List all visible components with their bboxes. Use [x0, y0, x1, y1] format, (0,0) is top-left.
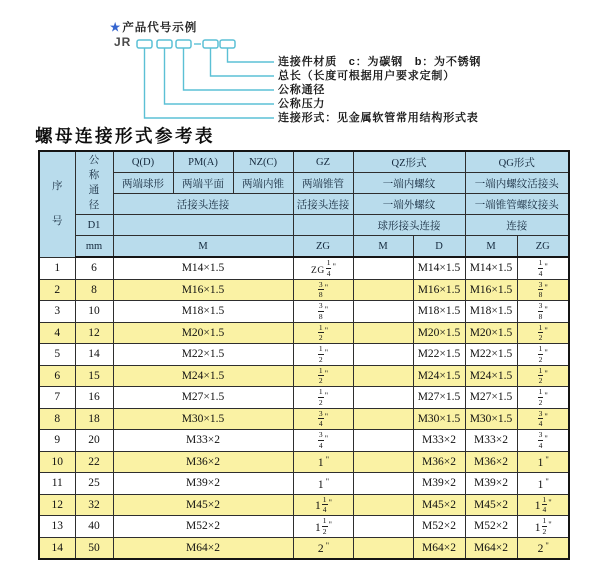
table-row — [39, 322, 569, 344]
gz-zg-cell: $\frac{1}{2}$ " — [293, 387, 353, 409]
header-m-span: M — [113, 236, 293, 258]
dn-cell: 14 — [75, 344, 113, 366]
qz-m-cell — [353, 430, 413, 452]
diagram-title — [110, 19, 197, 35]
header-q-desc: 两端球形 — [113, 173, 173, 194]
m-thread-cell: M20×1.5 — [113, 322, 293, 344]
table-row — [39, 451, 569, 473]
table-row — [39, 301, 569, 323]
qg-zg-cell: $\frac{1}{2}$ " — [517, 344, 569, 366]
header-pm-code: PM(A) — [173, 151, 233, 173]
header-qg-zg: ZG — [517, 236, 569, 258]
dn-cell: 6 — [75, 257, 113, 279]
qg-zg-cell: $\frac{3}{4}$ " — [517, 430, 569, 452]
code-box-2 — [157, 40, 172, 48]
serial-cell: 4 — [39, 322, 75, 344]
serial-cell: 6 — [39, 365, 75, 387]
header-empty-gz — [293, 215, 353, 236]
header-nz-desc: 两端内锥 — [233, 173, 293, 194]
header-mm: mm — [75, 236, 113, 258]
gz-zg-cell: ZG $\frac{1}{4}$ " — [293, 257, 353, 279]
qz-d-cell: M14×1.5 — [413, 257, 465, 279]
qz-d-cell: M36×2 — [413, 451, 465, 473]
table-header — [39, 151, 569, 257]
serial-cell: 14 — [39, 537, 75, 559]
qz-m-cell — [353, 365, 413, 387]
m-thread-cell: M52×2 — [113, 516, 293, 538]
dn-cell: 50 — [75, 537, 113, 559]
header-union-gz: 活接头连接 — [293, 194, 353, 215]
dn-cell: 16 — [75, 387, 113, 409]
header-qz-desc3: 球形接头连接 — [353, 215, 465, 236]
dn-cell: 20 — [75, 430, 113, 452]
qg-zg-cell: $\frac{3}{8}$ " — [517, 301, 569, 323]
header-gz-code: GZ — [293, 151, 353, 173]
table-row — [39, 430, 569, 452]
nut-connection-table — [38, 150, 570, 560]
m-thread-cell: M33×2 — [113, 430, 293, 452]
qz-d-cell: M16×1.5 — [413, 279, 465, 301]
header-qz-desc2: 一端外螺纹 — [353, 194, 465, 215]
header-gz-zg: ZG — [293, 236, 353, 258]
header-qz-desc1: 一端内螺纹 — [353, 173, 465, 194]
header-pm-desc: 两端平面 — [173, 173, 233, 194]
qz-m-cell — [353, 537, 413, 559]
serial-cell: 7 — [39, 387, 75, 409]
header-qz-d: D — [413, 236, 465, 258]
header-empty-qpn — [113, 215, 293, 236]
table-row — [39, 516, 569, 538]
table-row — [39, 344, 569, 366]
qg-m-cell: M18×1.5 — [465, 301, 517, 323]
qg-zg-cell: $\frac{1}{2}$ " — [517, 387, 569, 409]
gz-zg-cell: 1 $\frac{1}{4}$ " — [293, 494, 353, 516]
gz-zg-cell: $\frac{3}{4}$ " — [293, 408, 353, 430]
qz-m-cell — [353, 344, 413, 366]
gz-zg-cell: $\frac{1}{2}$ " — [293, 365, 353, 387]
qz-m-cell — [353, 257, 413, 279]
qz-m-cell — [353, 516, 413, 538]
qg-zg-cell: 1 " — [517, 451, 569, 473]
qg-m-cell: M20×1.5 — [465, 322, 517, 344]
code-box-4 — [203, 40, 218, 48]
qg-zg-cell: 1 " — [517, 473, 569, 495]
qz-m-cell — [353, 408, 413, 430]
qg-zg-cell: $\frac{3}{8}$ " — [517, 279, 569, 301]
table-row — [39, 408, 569, 430]
qg-zg-cell: 1 $\frac{1}{4}$ " — [517, 494, 569, 516]
code-field-label-pressure: 公称压力 — [278, 98, 326, 110]
qz-m-cell — [353, 494, 413, 516]
header-qg-code: QG形式 — [465, 151, 569, 173]
table-row — [39, 537, 569, 559]
serial-cell: 11 — [39, 473, 75, 495]
table-row — [39, 257, 569, 279]
code-field-label-connection: 连接形式：见金属软管常用结构形式表 — [278, 112, 479, 124]
star-icon: ★ — [110, 22, 122, 34]
m-thread-cell: M36×2 — [113, 451, 293, 473]
pointer-line-material — [228, 48, 275, 62]
qz-m-cell — [353, 473, 413, 495]
qz-m-cell — [353, 451, 413, 473]
dn-cell: 40 — [75, 516, 113, 538]
gz-zg-cell: $\frac{1}{2}$ " — [293, 322, 353, 344]
dn-cell: 8 — [75, 279, 113, 301]
gz-zg-cell: $\frac{1}{2}$ " — [293, 344, 353, 366]
serial-cell: 3 — [39, 301, 75, 323]
qg-m-cell: M30×1.5 — [465, 408, 517, 430]
product-code-prefix: JR — [114, 35, 132, 49]
qg-zg-cell: 2 " — [517, 537, 569, 559]
serial-cell: 1 — [39, 257, 75, 279]
qg-zg-cell: $\frac{3}{4}$ " — [517, 408, 569, 430]
serial-cell: 12 — [39, 494, 75, 516]
table-row — [39, 473, 569, 495]
dn-cell: 12 — [75, 322, 113, 344]
code-field-label-material: 连接件材质 c：为碳钢 b：为不锈钢 — [278, 56, 482, 68]
qg-m-cell: M22×1.5 — [465, 344, 517, 366]
header-qz-m: M — [353, 236, 413, 258]
qg-zg-cell: $\frac{1}{4}$ " — [517, 257, 569, 279]
serial-cell: 2 — [39, 279, 75, 301]
header-gz-desc: 两端锥管 — [293, 173, 353, 194]
qz-d-cell: M27×1.5 — [413, 387, 465, 409]
gz-zg-cell: $\frac{3}{8}$ " — [293, 279, 353, 301]
header-qz-code: QZ形式 — [353, 151, 465, 173]
m-thread-cell: M30×1.5 — [113, 408, 293, 430]
qg-m-cell: M45×2 — [465, 494, 517, 516]
qz-d-cell: M18×1.5 — [413, 301, 465, 323]
m-thread-cell: M18×1.5 — [113, 301, 293, 323]
qz-d-cell: M45×2 — [413, 494, 465, 516]
dn-cell: 15 — [75, 365, 113, 387]
qg-m-cell: M64×2 — [465, 537, 517, 559]
qg-m-cell: M24×1.5 — [465, 365, 517, 387]
header-d1: D1 — [75, 215, 113, 236]
m-thread-cell: M22×1.5 — [113, 344, 293, 366]
code-box-1 — [137, 40, 152, 48]
header-nz-code: NZ(C) — [233, 151, 293, 173]
gz-zg-cell: 1 $\frac{1}{2}$ " — [293, 516, 353, 538]
code-box-3 — [176, 40, 191, 48]
qg-m-cell: M39×2 — [465, 473, 517, 495]
table-title: 螺母连接形式参考表 — [35, 126, 215, 146]
code-box-5 — [220, 40, 235, 48]
table-row — [39, 279, 569, 301]
m-thread-cell: M27×1.5 — [113, 387, 293, 409]
m-thread-cell: M24×1.5 — [113, 365, 293, 387]
gz-zg-cell: $\frac{3}{4}$ " — [293, 430, 353, 452]
table-row — [39, 387, 569, 409]
table-row — [39, 365, 569, 387]
m-thread-cell: M39×2 — [113, 473, 293, 495]
m-thread-cell: M16×1.5 — [113, 279, 293, 301]
qg-m-cell: M33×2 — [465, 430, 517, 452]
qz-d-cell: M52×2 — [413, 516, 465, 538]
m-thread-cell: M45×2 — [113, 494, 293, 516]
diagram-title-text: 产品代号示例 — [122, 22, 198, 34]
serial-cell: 10 — [39, 451, 75, 473]
m-thread-cell: M14×1.5 — [113, 257, 293, 279]
qg-m-cell: M52×2 — [465, 516, 517, 538]
serial-cell: 5 — [39, 344, 75, 366]
serial-cell: 8 — [39, 408, 75, 430]
pointer-line-diameter — [184, 48, 275, 90]
header-q-code: Q(D) — [113, 151, 173, 173]
serial-cell: 9 — [39, 430, 75, 452]
qg-zg-cell: $\frac{1}{2}$ " — [517, 365, 569, 387]
qz-d-cell: M24×1.5 — [413, 365, 465, 387]
qz-m-cell — [353, 301, 413, 323]
table-body — [39, 257, 569, 559]
qz-d-cell: M33×2 — [413, 430, 465, 452]
header-qg-desc1: 一端内螺纹活接头 — [465, 173, 569, 194]
qg-m-cell: M16×1.5 — [465, 279, 517, 301]
header-dn: 公称通径 — [75, 151, 113, 215]
qz-m-cell — [353, 322, 413, 344]
qg-m-cell: M36×2 — [465, 451, 517, 473]
table-row — [39, 494, 569, 516]
dn-cell: 10 — [75, 301, 113, 323]
qz-d-cell: M30×1.5 — [413, 408, 465, 430]
qz-d-cell: M20×1.5 — [413, 322, 465, 344]
header-serial: 序号 — [39, 151, 75, 257]
header-union-qpn: 活接头连接 — [113, 194, 293, 215]
header-qg-m: M — [465, 236, 517, 258]
qz-d-cell: M22×1.5 — [413, 344, 465, 366]
qz-m-cell — [353, 387, 413, 409]
qz-m-cell — [353, 279, 413, 301]
header-qg-desc3: 连接 — [465, 215, 569, 236]
dn-cell: 22 — [75, 451, 113, 473]
qg-zg-cell: 1 $\frac{1}{2}$ " — [517, 516, 569, 538]
qz-d-cell: M39×2 — [413, 473, 465, 495]
code-field-label-length: 总长（长度可根据用户要求定制） — [278, 70, 455, 82]
gz-zg-cell: 2 " — [293, 537, 353, 559]
qg-m-cell: M14×1.5 — [465, 257, 517, 279]
gz-zg-cell: 1 " — [293, 451, 353, 473]
qg-m-cell: M27×1.5 — [465, 387, 517, 409]
gz-zg-cell: $\frac{3}{8}$ " — [293, 301, 353, 323]
dn-cell: 18 — [75, 408, 113, 430]
code-field-label-diameter: 公称通径 — [278, 84, 326, 96]
gz-zg-cell: 1 " — [293, 473, 353, 495]
header-qg-desc2: 一端锥管螺纹接头 — [465, 194, 569, 215]
serial-cell: 13 — [39, 516, 75, 538]
dn-cell: 32 — [75, 494, 113, 516]
qg-zg-cell: $\frac{1}{2}$ " — [517, 322, 569, 344]
dn-cell: 25 — [75, 473, 113, 495]
qz-d-cell: M64×2 — [413, 537, 465, 559]
m-thread-cell: M64×2 — [113, 537, 293, 559]
